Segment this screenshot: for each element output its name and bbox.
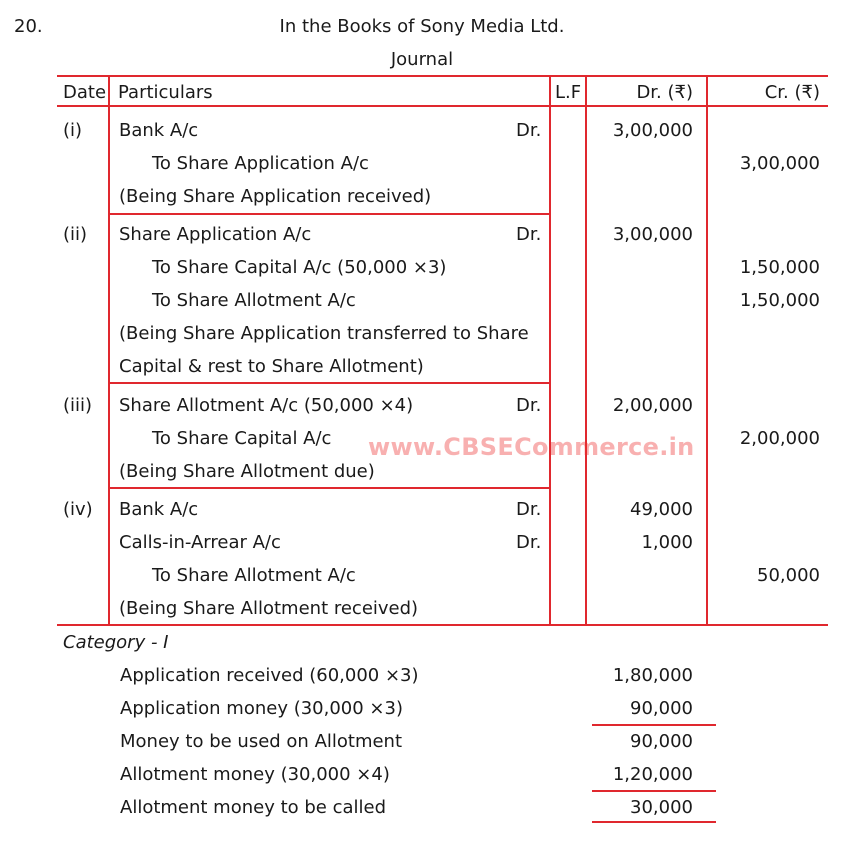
debit-amount: 3,00,000 [612,120,693,141]
entry-line-text: Bank A/c [119,499,199,520]
header-lf: L.F [555,82,582,103]
debit-marker: Dr. [516,532,542,553]
entry-line-text: To Share Application A/c [152,153,369,174]
debit-marker: Dr. [516,499,542,520]
category-row-value: 30,000 [630,797,693,818]
entry-line-text: Bank A/c [119,120,199,141]
entry-line-text: (Being Share Allotment received) [119,598,419,619]
date-column-rule [108,75,110,626]
debit-marker: Dr. [516,395,542,416]
category-row-value: 90,000 [630,731,693,752]
header-bottom-rule [57,105,828,107]
credit-amount: 1,50,000 [739,257,820,278]
debit-amount: 49,000 [630,499,693,520]
entry-separator-rule [110,487,551,489]
credit-amount: 2,00,000 [739,428,820,449]
entry-line-text: Share Allotment A/c (50,000 ×4) [119,395,414,416]
entry-date: (ii) [63,224,88,245]
entry-line-text: Capital & rest to Share Allotment) [119,356,424,377]
debit-amount: 3,00,000 [612,224,693,245]
entry-date: (i) [63,120,83,141]
document-title: In the Books of Sony Media Ltd. [279,16,565,37]
header-date: Date [63,82,107,103]
amount-underline [592,724,716,726]
category-row-label: Allotment money (30,000 ×4) [120,764,390,785]
category-row-value: 1,80,000 [612,665,693,686]
category-row-value: 1,20,000 [612,764,693,785]
header-dr: Dr. (₹) [636,82,693,103]
entry-line-text: To Share Allotment A/c [152,290,356,311]
amount-underline [592,790,716,792]
entry-line-text: (Being Share Application received) [119,186,432,207]
entry-line-text: To Share Capital A/c [152,428,332,449]
category-row-label: Money to be used on Allotment [120,731,403,752]
debit-amount: 1,000 [641,532,693,553]
lf-column-rule [585,75,587,626]
debit-amount: 2,00,000 [612,395,693,416]
entry-separator-rule [110,382,551,384]
header-particulars: Particulars [118,82,213,103]
entry-line-text: (Being Share Application transferred to Share [119,323,529,344]
category-row-value: 90,000 [630,698,693,719]
credit-amount: 1,50,000 [739,290,820,311]
header-cr: Cr. (₹) [764,82,820,103]
credit-amount: 3,00,000 [739,153,820,174]
category-title: Category - I [63,632,169,653]
category-row-label: Application money (30,000 ×3) [120,698,403,719]
entry-line-text: (Being Share Allotment due) [119,461,375,482]
question-number: 20. [14,16,43,37]
entry-date: (iv) [63,499,93,520]
entry-line-text: To Share Allotment A/c [152,565,356,586]
debit-marker: Dr. [516,120,542,141]
particulars-column-rule [549,75,551,626]
amount-underline [592,821,716,823]
table-top-rule [57,75,828,77]
credit-amount: 50,000 [757,565,820,586]
watermark-text: www.CBSECommerce.in [368,433,695,461]
debit-marker: Dr. [516,224,542,245]
entry-line-text: Calls-in-Arrear A/c [119,532,281,553]
dr-column-rule [706,75,708,626]
category-row-label: Allotment money to be called [120,797,387,818]
table-bottom-rule [57,624,828,626]
entry-separator-rule [110,213,551,215]
entry-date: (iii) [63,395,93,416]
document-subtitle: Journal [390,49,454,70]
entry-line-text: To Share Capital A/c (50,000 ×3) [152,257,447,278]
entry-line-text: Share Application A/c [119,224,312,245]
category-row-label: Application received (60,000 ×3) [120,665,419,686]
